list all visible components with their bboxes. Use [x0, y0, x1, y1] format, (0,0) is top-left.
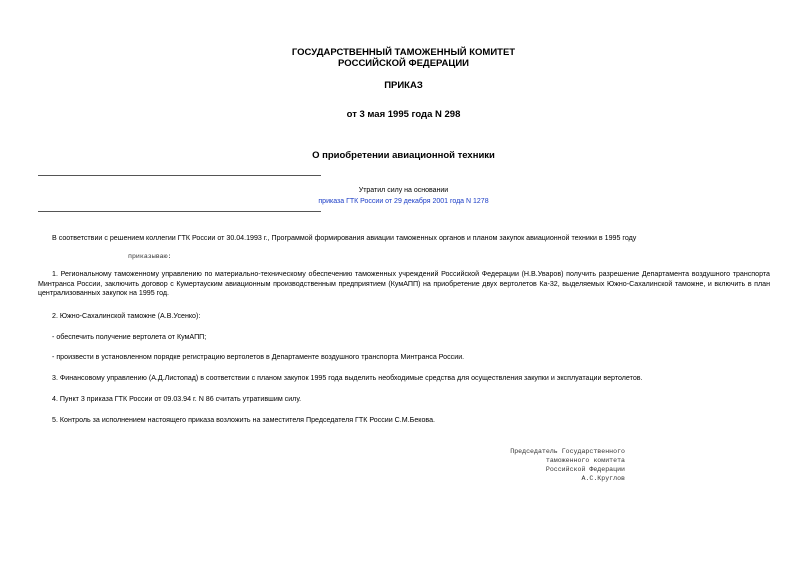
doc-title: О приобретении авиационной техники — [312, 150, 495, 161]
doc-type: ПРИКАЗ — [384, 80, 423, 91]
status-note-line1: Утратил силу на основании — [358, 187, 449, 194]
divider-bottom — [38, 211, 321, 212]
org-name-line1: ГОСУДАРСТВЕННЫЙ ТАМОЖЕННЫЙ КОМИТЕТ — [291, 47, 516, 58]
doc-date: от 3 мая 1995 года N 298 — [346, 109, 461, 120]
signature-line3: Российской Федерации — [545, 466, 625, 473]
item-2b-paragraph: - произвести в установленном порядке регистрацию вертолетов в Департаменте воздушного транспорта Минтранса России. — [52, 353, 465, 361]
repeal-order-link[interactable]: приказа ГТК России от 29 декабря 2001 года N 1278 — [318, 198, 489, 205]
signature-name: А.С.Круглов — [581, 475, 625, 482]
order-word: приказываю: — [128, 253, 172, 260]
item-2-paragraph: 2. Южно-Сахалинской таможне (А.В.Усенко): — [52, 312, 201, 320]
preamble-paragraph: В соответствии с решением коллегии ГТК России от 30.04.1993 г., Программой формирования авиации таможенных органов и планом закупок авиационной техники в 1995 году — [52, 234, 637, 242]
item-4-paragraph: 4. Пункт 3 приказа ГТК России от 09.03.94 г. N 86 считать утратившим силу. — [52, 395, 302, 403]
divider-top — [38, 175, 321, 176]
org-name-line2: РОССИЙСКОЙ ФЕДЕРАЦИИ — [337, 58, 469, 69]
item-3-paragraph: 3. Финансовому управлению (А.Д.Листопад) в соответствии с планом закупок 1995 года выделить необходимые средства для осуществления закупки и эксплуатации вертолетов. — [52, 374, 643, 382]
signature-line2: таможенного комитета — [545, 457, 625, 464]
status-note-link-line — [0, 196, 807, 207]
item-2a-paragraph: - обеспечить получение вертолета от КумАПП; — [52, 333, 207, 341]
item-1-paragraph: 1. Региональному таможенному управлению по материально-техническому обеспечению таможенных учреждений Российской Федерации (Н.В.Уваров) получить разрешение Департамента воздушного транспорта Минтранса России, заключить договор с Кумертауским авиационным производственным предприятием (КумАПП) на приобретение двух вертолетов Ка-32, выделяемых Южно-Сахалинской таможне, и включить в план централизованных закупок на 1995 год. — [38, 270, 770, 297]
signature-line1: Председатель Государственного — [510, 448, 625, 455]
item-5-paragraph: 5. Контроль за исполнением настоящего приказа возложить на заместителя Председателя ГТК России С.М.Бекова. — [52, 416, 435, 424]
